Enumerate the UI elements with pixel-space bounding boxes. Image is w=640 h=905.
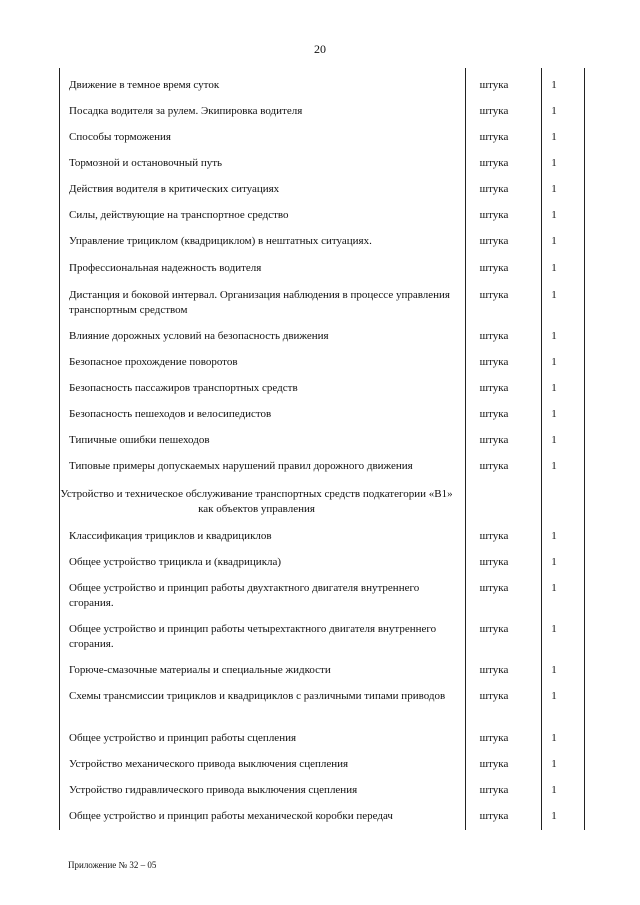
item-quantity: 1 — [551, 690, 557, 702]
item-unit: штука — [479, 262, 509, 274]
item-quantity: 1 — [551, 330, 557, 342]
item-quantity: 1 — [551, 556, 557, 568]
item-unit: штука — [479, 183, 509, 195]
item-quantity: 1 — [551, 434, 557, 446]
table-row — [59, 622, 574, 652]
item-name: Безопасность пешеходов и велосипедистов — [69, 408, 272, 420]
table-row — [59, 581, 574, 611]
item-quantity: 1 — [551, 157, 557, 169]
item-name: Тормозной и остановочный путь — [69, 157, 223, 169]
item-name: Типичные ошибки пешеходов — [69, 434, 210, 446]
table-row — [59, 459, 574, 474]
item-unit: штука — [479, 810, 509, 822]
item-name: Общее устройство и принцип работы сцепления — [69, 732, 297, 744]
item-name: Дистанция и боковой интервал. Организация наблюдения в процессе управления транспортным средством — [69, 289, 450, 316]
item-name: Устройство механического привода выключения сцепления — [69, 758, 349, 770]
item-name: Общее устройство и принцип работы двухтактного двигателя внутреннего сгорания. — [69, 582, 420, 609]
item-name: Устройство гидравлического привода выключения сцепления — [69, 784, 358, 796]
item-name: Горюче-смазочные материалы и специальные жидкости — [69, 664, 331, 676]
item-quantity: 1 — [551, 582, 557, 594]
item-quantity: 1 — [551, 105, 557, 117]
item-name: Посадка водителя за рулем. Экипировка водителя — [69, 105, 303, 117]
item-unit: штука — [479, 690, 509, 702]
footer-note: Приложение № 32 – 05 — [68, 860, 157, 870]
table-row — [59, 407, 574, 422]
item-unit: штука — [479, 209, 509, 221]
item-quantity: 1 — [551, 664, 557, 676]
table-row — [59, 783, 574, 798]
table-row — [59, 663, 574, 678]
item-unit: штука — [479, 105, 509, 117]
item-quantity: 1 — [551, 209, 557, 221]
item-name: Влияние дорожных условий на безопасность движения — [69, 330, 329, 342]
item-quantity: 1 — [551, 530, 557, 542]
item-unit: штука — [479, 758, 509, 770]
item-unit: штука — [479, 732, 509, 744]
item-unit: штука — [479, 460, 509, 472]
item-unit — [454, 487, 534, 517]
item-unit: штука — [479, 235, 509, 247]
item-quantity: 1 — [551, 460, 557, 472]
item-name: Общее устройство и принцип работы четырехтактного двигателя внутреннего сгорания. — [69, 623, 437, 650]
table-row — [59, 757, 574, 772]
section-header-row — [59, 487, 574, 517]
item-name: Типовые примеры допускаемых нарушений правил дорожного движения — [69, 460, 413, 472]
item-unit: штука — [479, 530, 509, 542]
item-name: Безопасное прохождение поворотов — [69, 356, 238, 368]
item-unit: штука — [479, 582, 509, 594]
table-row — [59, 261, 574, 276]
item-quantity: 1 — [551, 382, 557, 394]
item-unit: штука — [479, 79, 509, 91]
item-unit: штука — [479, 784, 509, 796]
item-name: Профессиональная надежность водителя — [69, 262, 262, 274]
table-row — [59, 208, 574, 223]
item-quantity — [534, 487, 574, 517]
item-name: Общее устройство и принцип работы механической коробки передач — [69, 810, 393, 822]
item-unit: штука — [479, 434, 509, 446]
table-row — [59, 104, 574, 119]
table-row — [59, 130, 574, 145]
item-unit: штука — [479, 289, 509, 301]
item-quantity: 1 — [551, 623, 557, 635]
item-unit: штука — [479, 157, 509, 169]
item-quantity: 1 — [551, 289, 557, 301]
table-row — [59, 329, 574, 344]
item-quantity: 1 — [551, 784, 557, 796]
item-quantity: 1 — [551, 356, 557, 368]
item-unit: штука — [479, 408, 509, 420]
item-name: Способы торможения — [69, 131, 171, 143]
item-unit: штука — [479, 556, 509, 568]
table-row — [59, 529, 574, 544]
item-quantity: 1 — [551, 810, 557, 822]
table-row — [59, 809, 574, 824]
table-row — [59, 355, 574, 370]
table-row — [59, 689, 574, 704]
item-name: Движение в темное время суток — [69, 79, 220, 91]
item-quantity: 1 — [551, 408, 557, 420]
item-quantity: 1 — [551, 235, 557, 247]
item-name: Безопасность пассажиров транспортных средств — [69, 382, 298, 394]
item-name: Классификация трициклов и квадрициклов — [69, 530, 272, 542]
item-quantity: 1 — [551, 758, 557, 770]
table-row — [59, 156, 574, 171]
table-row — [59, 182, 574, 197]
item-unit: штука — [479, 330, 509, 342]
table-row — [59, 555, 574, 570]
item-name: Управление трициклом (квадрициклом) в нештатных ситуациях. — [69, 235, 372, 247]
item-quantity: 1 — [551, 131, 557, 143]
item-name: Действия водителя в критических ситуациях — [69, 183, 280, 195]
table-row — [59, 234, 574, 249]
item-name: Силы, действующие на транспортное средство — [69, 209, 289, 221]
table-border-right — [584, 68, 585, 830]
table-row — [59, 433, 574, 448]
table-row — [59, 288, 574, 318]
item-quantity: 1 — [551, 183, 557, 195]
item-quantity: 1 — [551, 262, 557, 274]
item-name: Устройство и техническое обслуживание транспортных средств подкатегории «В1» как объектов управления — [60, 488, 453, 515]
table-row — [59, 78, 574, 93]
item-unit: штука — [479, 664, 509, 676]
page-number: 20 — [314, 42, 326, 56]
item-unit: штука — [479, 382, 509, 394]
table-row — [59, 731, 574, 746]
item-unit: штука — [479, 356, 509, 368]
item-name: Схемы трансмиссии трициклов и квадрициклов с различными типами приводов — [69, 690, 446, 702]
item-unit: штука — [479, 131, 509, 143]
item-name: Общее устройство трицикла и (квадрицикла) — [69, 556, 282, 568]
item-unit: штука — [479, 623, 509, 635]
item-quantity: 1 — [551, 732, 557, 744]
item-quantity: 1 — [551, 79, 557, 91]
table-row — [59, 381, 574, 396]
